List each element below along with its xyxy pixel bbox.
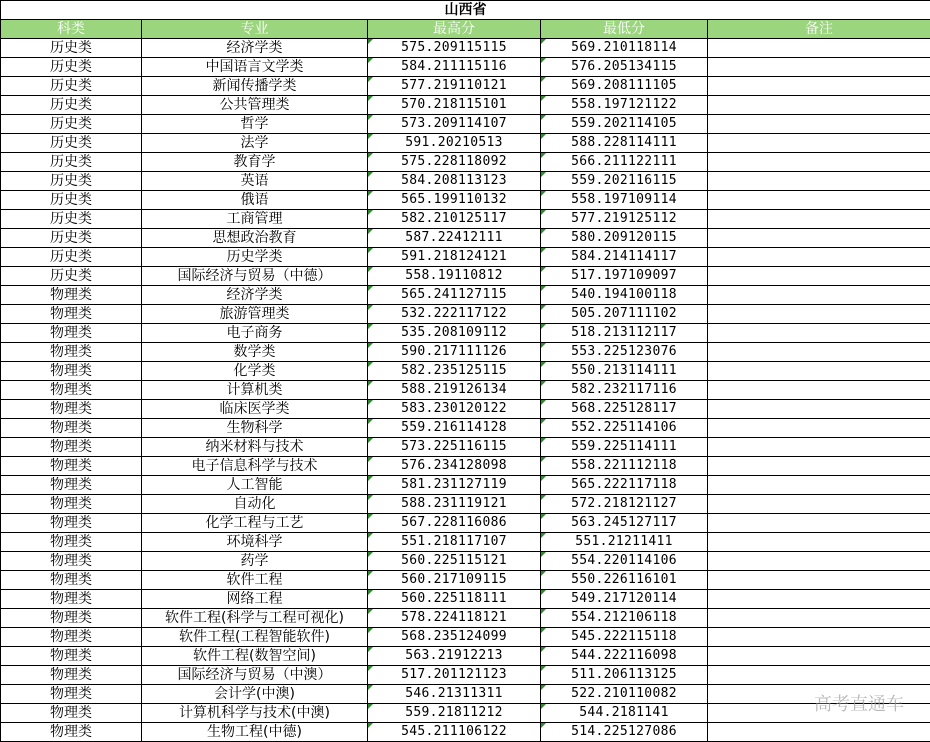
remarks-cell xyxy=(708,419,930,438)
remarks-cell xyxy=(708,457,930,476)
min-score-cell: 522.210110082 xyxy=(541,685,708,704)
major-cell: 自动化 xyxy=(142,495,368,514)
min-score-cell: 518.213112117 xyxy=(541,324,708,343)
remarks-cell xyxy=(708,210,930,229)
table-row xyxy=(1,210,930,229)
table-row xyxy=(1,723,930,742)
category-cell: 历史类 xyxy=(1,153,142,172)
remarks-cell xyxy=(708,704,930,723)
major-cell: 软件工程(科学与工程可视化) xyxy=(142,609,368,628)
table-row xyxy=(1,628,930,647)
table-row xyxy=(1,115,930,134)
min-score-cell: 559.225114111 xyxy=(541,438,708,457)
category-cell: 物理类 xyxy=(1,400,142,419)
max-score-cell: 575.228118092 xyxy=(368,153,541,172)
table-row xyxy=(1,362,930,381)
min-score-cell: 565.222117118 xyxy=(541,476,708,495)
major-cell: 教育学 xyxy=(142,153,368,172)
table-row xyxy=(1,438,930,457)
max-score-cell: 573.225116115 xyxy=(368,438,541,457)
min-score-cell: 550.226116101 xyxy=(541,571,708,590)
major-cell: 哲学 xyxy=(142,115,368,134)
min-score-cell: 540.194100118 xyxy=(541,286,708,305)
category-cell: 物理类 xyxy=(1,666,142,685)
category-cell: 物理类 xyxy=(1,628,142,647)
category-cell: 历史类 xyxy=(1,58,142,77)
table-row xyxy=(1,191,930,210)
min-score-cell: 566.211122111 xyxy=(541,153,708,172)
category-cell: 物理类 xyxy=(1,552,142,571)
table-row xyxy=(1,400,930,419)
min-score-cell: 558.197121122 xyxy=(541,96,708,115)
major-cell: 纳米材料与技术 xyxy=(142,438,368,457)
max-score-cell: 565.241127115 xyxy=(368,286,541,305)
table-row xyxy=(1,590,930,609)
remarks-cell xyxy=(708,647,930,666)
table-row xyxy=(1,552,930,571)
major-cell: 软件工程 xyxy=(142,571,368,590)
table-row xyxy=(1,134,930,153)
major-cell: 新闻传播学类 xyxy=(142,77,368,96)
table-row xyxy=(1,666,930,685)
remarks-cell xyxy=(708,286,930,305)
major-cell: 英语 xyxy=(142,172,368,191)
remarks-cell xyxy=(708,666,930,685)
min-score-cell: 568.225128117 xyxy=(541,400,708,419)
remarks-cell xyxy=(708,134,930,153)
category-cell: 历史类 xyxy=(1,210,142,229)
max-score-cell: 573.209114107 xyxy=(368,115,541,134)
remarks-cell xyxy=(708,362,930,381)
major-cell: 经济学类 xyxy=(142,39,368,58)
remarks-cell xyxy=(708,685,930,704)
table-row xyxy=(1,647,930,666)
remarks-cell xyxy=(708,628,930,647)
table-title: 山西省 xyxy=(1,1,930,20)
remarks-cell xyxy=(708,39,930,58)
remarks-cell xyxy=(708,533,930,552)
table-row xyxy=(1,324,930,343)
major-cell: 软件工程(数智空间) xyxy=(142,647,368,666)
max-score-cell: 567.228116086 xyxy=(368,514,541,533)
min-score-cell: 572.218121127 xyxy=(541,495,708,514)
remarks-cell xyxy=(708,552,930,571)
table-row xyxy=(1,685,930,704)
watermark: 高考直通车 xyxy=(814,694,904,715)
max-score-cell: 590.217111126 xyxy=(368,343,541,362)
category-cell: 物理类 xyxy=(1,533,142,552)
table-row xyxy=(1,343,930,362)
table-row xyxy=(1,457,930,476)
min-score-cell: 563.245127117 xyxy=(541,514,708,533)
major-cell: 数学类 xyxy=(142,343,368,362)
max-score-cell: 578.224118121 xyxy=(368,609,541,628)
category-cell: 历史类 xyxy=(1,134,142,153)
remarks-cell xyxy=(708,590,930,609)
min-score-cell: 558.221112118 xyxy=(541,457,708,476)
major-cell: 计算机类 xyxy=(142,381,368,400)
category-cell: 物理类 xyxy=(1,590,142,609)
table-row xyxy=(1,609,930,628)
max-score-cell: 587.22412111 xyxy=(368,229,541,248)
header-min-score: 最低分 xyxy=(541,20,708,39)
max-score-cell: 581.231127119 xyxy=(368,476,541,495)
table-row xyxy=(1,77,930,96)
table-row xyxy=(1,571,930,590)
category-cell: 物理类 xyxy=(1,457,142,476)
min-score-cell: 584.214114117 xyxy=(541,248,708,267)
category-cell: 物理类 xyxy=(1,324,142,343)
max-score-cell: 551.218117107 xyxy=(368,533,541,552)
max-score-cell: 588.231119121 xyxy=(368,495,541,514)
category-cell: 历史类 xyxy=(1,229,142,248)
major-cell: 中国语言文学类 xyxy=(142,58,368,77)
max-score-cell: 545.211106122 xyxy=(368,723,541,742)
remarks-cell xyxy=(708,609,930,628)
min-score-cell: 554.212106118 xyxy=(541,609,708,628)
remarks-cell xyxy=(708,438,930,457)
max-score-cell: 576.234128098 xyxy=(368,457,541,476)
max-score-cell: 559.216114128 xyxy=(368,419,541,438)
min-score-cell: 588.228114111 xyxy=(541,134,708,153)
min-score-cell: 545.222115118 xyxy=(541,628,708,647)
max-score-cell: 535.208109112 xyxy=(368,324,541,343)
major-cell: 电子信息科学与技术 xyxy=(142,457,368,476)
table-row xyxy=(1,58,930,77)
table-row xyxy=(1,419,930,438)
min-score-cell: 576.205134115 xyxy=(541,58,708,77)
remarks-cell xyxy=(708,476,930,495)
major-cell: 工商管理 xyxy=(142,210,368,229)
major-cell: 网络工程 xyxy=(142,590,368,609)
min-score-cell: 552.225114106 xyxy=(541,419,708,438)
max-score-cell: 583.230120122 xyxy=(368,400,541,419)
remarks-cell xyxy=(708,191,930,210)
category-cell: 历史类 xyxy=(1,115,142,134)
major-cell: 生物工程(中德) xyxy=(142,723,368,742)
remarks-cell xyxy=(708,267,930,286)
category-cell: 历史类 xyxy=(1,267,142,286)
table-row xyxy=(1,476,930,495)
min-score-cell: 549.217120114 xyxy=(541,590,708,609)
min-score-cell: 577.219125112 xyxy=(541,210,708,229)
remarks-cell xyxy=(708,514,930,533)
min-score-cell: 559.202116115 xyxy=(541,172,708,191)
remarks-cell xyxy=(708,153,930,172)
major-cell: 人工智能 xyxy=(142,476,368,495)
major-cell: 俄语 xyxy=(142,191,368,210)
category-cell: 历史类 xyxy=(1,191,142,210)
major-cell: 会计学(中澳) xyxy=(142,685,368,704)
max-score-cell: 565.199110132 xyxy=(368,191,541,210)
min-score-cell: 514.225127086 xyxy=(541,723,708,742)
max-score-cell: 568.235124099 xyxy=(368,628,541,647)
remarks-cell xyxy=(708,248,930,267)
min-score-cell: 505.207111102 xyxy=(541,305,708,324)
max-score-cell: 575.209115115 xyxy=(368,39,541,58)
major-cell: 经济学类 xyxy=(142,286,368,305)
category-cell: 物理类 xyxy=(1,476,142,495)
table-row xyxy=(1,39,930,58)
min-score-cell: 544.222116098 xyxy=(541,647,708,666)
max-score-cell: 563.21912213 xyxy=(368,647,541,666)
category-cell: 物理类 xyxy=(1,704,142,723)
table-row xyxy=(1,286,930,305)
category-cell: 物理类 xyxy=(1,723,142,742)
table-row xyxy=(1,267,930,286)
major-cell: 化学工程与工艺 xyxy=(142,514,368,533)
remarks-cell xyxy=(708,723,930,742)
remarks-cell xyxy=(708,343,930,362)
table-row xyxy=(1,229,930,248)
min-score-cell: 580.209120115 xyxy=(541,229,708,248)
remarks-cell xyxy=(708,229,930,248)
category-cell: 物理类 xyxy=(1,685,142,704)
category-cell: 物理类 xyxy=(1,438,142,457)
major-cell: 临床医学类 xyxy=(142,400,368,419)
major-cell: 环境科学 xyxy=(142,533,368,552)
max-score-cell: 546.21311311 xyxy=(368,685,541,704)
major-cell: 旅游管理类 xyxy=(142,305,368,324)
remarks-cell xyxy=(708,172,930,191)
max-score-cell: 517.201121123 xyxy=(368,666,541,685)
major-cell: 思想政治教育 xyxy=(142,229,368,248)
table-row xyxy=(1,172,930,191)
min-score-cell: 558.197109114 xyxy=(541,191,708,210)
max-score-cell: 560.217109115 xyxy=(368,571,541,590)
category-cell: 物理类 xyxy=(1,571,142,590)
remarks-cell xyxy=(708,381,930,400)
major-cell: 国际经济与贸易（中德） xyxy=(142,267,368,286)
category-cell: 历史类 xyxy=(1,172,142,191)
category-cell: 历史类 xyxy=(1,39,142,58)
major-cell: 化学类 xyxy=(142,362,368,381)
max-score-cell: 532.222117122 xyxy=(368,305,541,324)
table-row xyxy=(1,305,930,324)
min-score-cell: 569.208111105 xyxy=(541,77,708,96)
header-category: 科类 xyxy=(1,20,142,39)
max-score-cell: 570.218115101 xyxy=(368,96,541,115)
major-cell: 法学 xyxy=(142,134,368,153)
min-score-cell: 559.202114105 xyxy=(541,115,708,134)
category-cell: 历史类 xyxy=(1,96,142,115)
remarks-cell xyxy=(708,571,930,590)
min-score-cell: 551.21211411 xyxy=(541,533,708,552)
max-score-cell: 560.225115121 xyxy=(368,552,541,571)
min-score-cell: 569.210118114 xyxy=(541,39,708,58)
major-cell: 公共管理类 xyxy=(142,96,368,115)
max-score-cell: 584.208113123 xyxy=(368,172,541,191)
table-row xyxy=(1,533,930,552)
remarks-cell xyxy=(708,400,930,419)
category-cell: 物理类 xyxy=(1,343,142,362)
category-cell: 物理类 xyxy=(1,362,142,381)
remarks-cell xyxy=(708,96,930,115)
category-cell: 物理类 xyxy=(1,647,142,666)
remarks-cell xyxy=(708,324,930,343)
category-cell: 历史类 xyxy=(1,248,142,267)
remarks-cell xyxy=(708,77,930,96)
category-cell: 物理类 xyxy=(1,419,142,438)
major-cell: 电子商务 xyxy=(142,324,368,343)
max-score-cell: 558.19110812 xyxy=(368,267,541,286)
max-score-cell: 584.211115116 xyxy=(368,58,541,77)
max-score-cell: 577.219110121 xyxy=(368,77,541,96)
category-cell: 物理类 xyxy=(1,286,142,305)
min-score-cell: 511.206113125 xyxy=(541,666,708,685)
header-row xyxy=(1,20,930,39)
min-score-cell: 544.2181141 xyxy=(541,704,708,723)
remarks-cell xyxy=(708,495,930,514)
table-row xyxy=(1,248,930,267)
table-row xyxy=(1,495,930,514)
major-cell: 计算机科学与技术(中澳) xyxy=(142,704,368,723)
remarks-cell xyxy=(708,58,930,77)
min-score-cell: 554.220114106 xyxy=(541,552,708,571)
min-score-cell: 582.232117116 xyxy=(541,381,708,400)
category-cell: 物理类 xyxy=(1,609,142,628)
min-score-cell: 517.197109097 xyxy=(541,267,708,286)
table-row xyxy=(1,514,930,533)
table-row xyxy=(1,153,930,172)
max-score-cell: 582.235125115 xyxy=(368,362,541,381)
min-score-cell: 550.213114111 xyxy=(541,362,708,381)
header-remarks: 备注 xyxy=(708,20,930,39)
header-major: 专业 xyxy=(142,20,368,39)
max-score-cell: 588.219126134 xyxy=(368,381,541,400)
min-score-cell: 553.225123076 xyxy=(541,343,708,362)
max-score-cell: 582.210125117 xyxy=(368,210,541,229)
table-row xyxy=(1,704,930,723)
remarks-cell xyxy=(708,305,930,324)
major-cell: 药学 xyxy=(142,552,368,571)
category-cell: 物理类 xyxy=(1,381,142,400)
table-row xyxy=(1,381,930,400)
major-cell: 国际经济与贸易（中澳） xyxy=(142,666,368,685)
major-cell: 生物科学 xyxy=(142,419,368,438)
category-cell: 历史类 xyxy=(1,77,142,96)
category-cell: 物理类 xyxy=(1,514,142,533)
major-cell: 历史学类 xyxy=(142,248,368,267)
max-score-cell: 591.20210513 xyxy=(368,134,541,153)
max-score-cell: 591.218124121 xyxy=(368,248,541,267)
header-max-score: 最高分 xyxy=(368,20,541,39)
table-row xyxy=(1,96,930,115)
max-score-cell: 560.225118111 xyxy=(368,590,541,609)
category-cell: 物理类 xyxy=(1,495,142,514)
major-cell: 软件工程(工程智能软件) xyxy=(142,628,368,647)
max-score-cell: 559.21811212 xyxy=(368,704,541,723)
remarks-cell xyxy=(708,115,930,134)
category-cell: 物理类 xyxy=(1,305,142,324)
